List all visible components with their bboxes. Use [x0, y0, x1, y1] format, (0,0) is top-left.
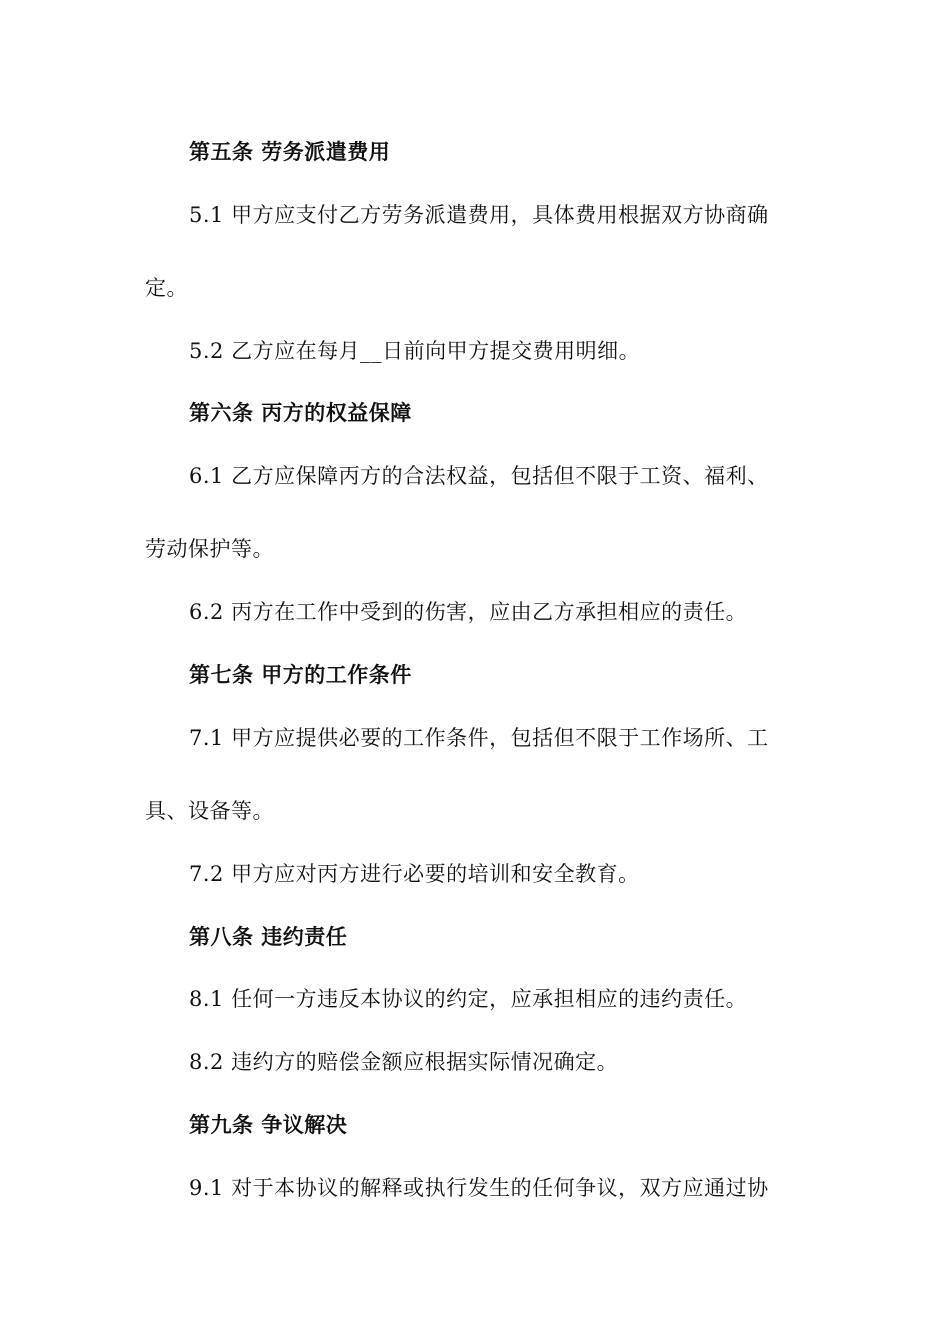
clause-6-1: 6.1 乙方应保障丙方的合法权益，包括但不限于工资、福利、: [189, 464, 769, 488]
clause-6-2: 6.2 丙方在工作中受到的伤害，应由乙方承担相应的责任。: [189, 600, 748, 624]
clause-7-2: 7.2 甲方应对丙方进行必要的培训和安全教育。: [189, 862, 640, 886]
clause-5-1: 5.1 甲方应支付乙方劳务派遣费用，具体费用根据双方协商确: [189, 203, 769, 227]
section-heading-7: 第七条 甲方的工作条件: [189, 663, 412, 687]
section-heading-6: 第六条 丙方的权益保障: [189, 401, 412, 425]
clause-5-1-continuation: 定。: [145, 276, 188, 300]
clause-8-2: 8.2 违约方的赔偿金额应根据实际情况确定。: [189, 1050, 619, 1074]
clause-7-1-continuation: 具、设备等。: [145, 799, 274, 823]
clause-6-1-continuation: 劳动保护等。: [145, 537, 274, 561]
clause-5-2: 5.2 乙方应在每月__日前向甲方提交费用明细。: [189, 339, 641, 363]
section-heading-8: 第八条 违约责任: [189, 925, 348, 949]
clause-7-1: 7.1 甲方应提供必要的工作条件，包括但不限于工作场所、工: [189, 726, 769, 750]
clause-9-1: 9.1 对于本协议的解释或执行发生的任何争议，双方应通过协: [189, 1176, 769, 1200]
clause-8-1: 8.1 任何一方违反本协议的约定，应承担相应的违约责任。: [189, 987, 748, 1011]
section-heading-5: 第五条 劳务派遣费用: [189, 140, 391, 164]
section-heading-9: 第九条 争议解决: [189, 1113, 348, 1137]
